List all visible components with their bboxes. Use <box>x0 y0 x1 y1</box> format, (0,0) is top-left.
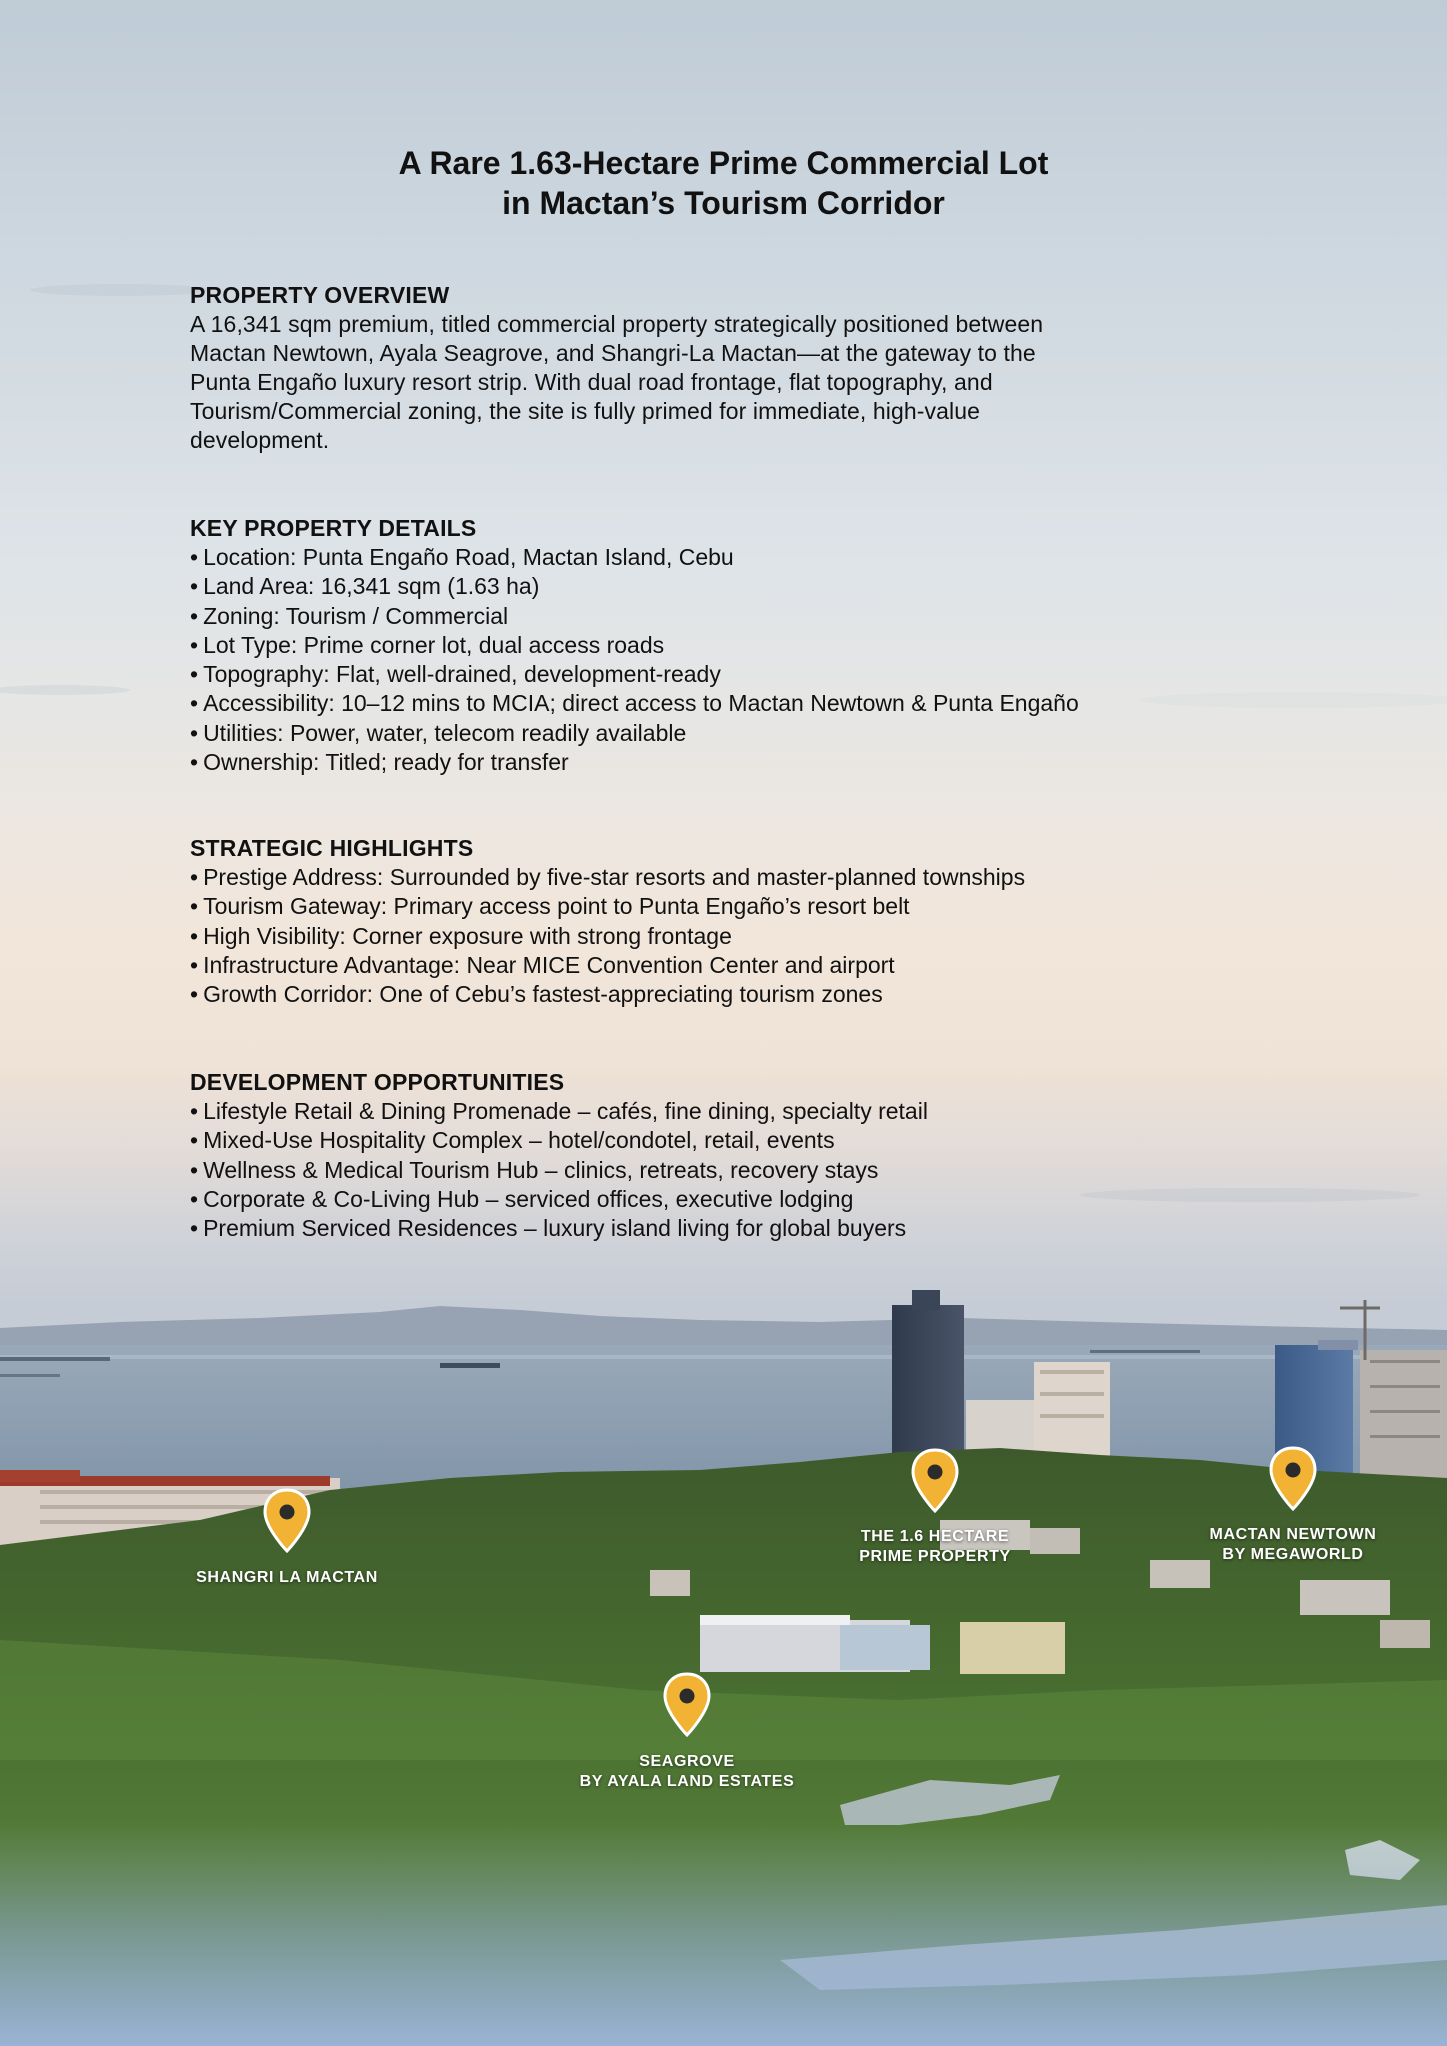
title-line-2: in Mactan’s Tourism Corridor <box>502 185 945 221</box>
list-item: • Prestige Address: Surrounded by five-star resorts and master-planned townships <box>190 863 1270 892</box>
list-item: • Accessibility: 10–12 mins to MCIA; direct access to Mactan Newtown & Punta Engaño <box>190 689 1270 718</box>
title-line-1: A Rare 1.63-Hectare Prime Commercial Lot <box>398 145 1049 181</box>
development-opportunities-list <box>190 1097 1270 1243</box>
pin-label-line: SEAGROVE <box>639 1753 735 1770</box>
list-item: • Ownership: Titled; ready for transfer <box>190 748 1270 777</box>
pin-label-line: THE 1.6 HECTARE <box>860 1528 1010 1545</box>
bottom-haze <box>0 1820 1447 2046</box>
page-title <box>0 143 1447 223</box>
list-item: • Tourism Gateway: Primary access point to Punta Engaño’s resort belt <box>190 892 1270 921</box>
strategic-highlights-section <box>190 834 1270 1009</box>
property-overview-heading: PROPERTY OVERVIEW <box>190 282 450 308</box>
distant-hills <box>0 1306 1447 1350</box>
map-pin-icon <box>662 1672 712 1738</box>
pin-label-line: BY AYALA LAND ESTATES <box>579 1773 795 1790</box>
list-item: • Location: Punta Engaño Road, Mactan Island, Cebu <box>190 543 1270 572</box>
list-item: • Corporate & Co-Living Hub – serviced offices, executive lodging <box>190 1185 1270 1214</box>
list-item: • Utilities: Power, water, telecom readily available <box>190 719 1270 748</box>
list-item: • Premium Serviced Residences – luxury island living for global buyers <box>190 1214 1270 1243</box>
pin-label-shangri-la <box>172 1568 402 1588</box>
overview-line: Mactan Newtown, Ayala Seagrove, and Shangri-La Mactan—at the gateway to the <box>190 340 1036 366</box>
list-item: • Land Area: 16,341 sqm (1.63 ha) <box>190 572 1270 601</box>
pin-label-line: BY MEGAWORLD <box>1222 1546 1364 1563</box>
pin-label-prime-property <box>820 1527 1050 1567</box>
property-overview-section <box>190 281 1270 455</box>
pin-label-line: MACTAN NEWTOWN <box>1209 1526 1377 1543</box>
pin-label-newtown <box>1178 1525 1408 1565</box>
list-item: • Infrastructure Advantage: Near MICE Convention Center and airport <box>190 951 1270 980</box>
pin-label-line: SHANGRI LA MACTAN <box>196 1569 378 1586</box>
pin-label-line: PRIME PROPERTY <box>859 1548 1011 1565</box>
list-item: • Lot Type: Prime corner lot, dual access roads <box>190 631 1270 660</box>
list-item: • Lifestyle Retail & Dining Promenade – cafés, fine dining, specialty retail <box>190 1097 1270 1126</box>
key-details-section <box>190 514 1270 777</box>
property-overview-text <box>190 310 1270 455</box>
strategic-highlights-heading: STRATEGIC HIGHLIGHTS <box>190 835 474 861</box>
list-item: • Topography: Flat, well-drained, development-ready <box>190 660 1270 689</box>
list-item: • Mixed-Use Hospitality Complex – hotel/condotel, retail, events <box>190 1126 1270 1155</box>
strategic-highlights-list <box>190 863 1270 1009</box>
key-details-heading: KEY PROPERTY DETAILS <box>190 515 477 541</box>
overview-line: Tourism/Commercial zoning, the site is fully primed for immediate, high-value <box>190 398 980 424</box>
overview-line: A 16,341 sqm premium, titled commercial property strategically positioned between <box>190 311 1044 337</box>
list-item: • Wellness & Medical Tourism Hub – clinics, retreats, recovery stays <box>190 1156 1270 1185</box>
list-item: • Zoning: Tourism / Commercial <box>190 602 1270 631</box>
pin-label-seagrove <box>547 1752 827 1792</box>
development-opportunities-heading: DEVELOPMENT OPPORTUNITIES <box>190 1069 565 1095</box>
list-item: • Growth Corridor: One of Cebu’s fastest-appreciating tourism zones <box>190 980 1270 1009</box>
overview-line: Punta Engaño luxury resort strip. With dual road frontage, flat topography, and <box>190 369 993 395</box>
key-details-list <box>190 543 1270 777</box>
list-item: • High Visibility: Corner exposure with strong frontage <box>190 922 1270 951</box>
map-pin-icon <box>1268 1446 1318 1512</box>
map-pin-icon <box>910 1448 960 1514</box>
map-pin-icon <box>262 1488 312 1554</box>
overview-line: development. <box>190 427 330 453</box>
development-opportunities-section <box>190 1068 1270 1243</box>
